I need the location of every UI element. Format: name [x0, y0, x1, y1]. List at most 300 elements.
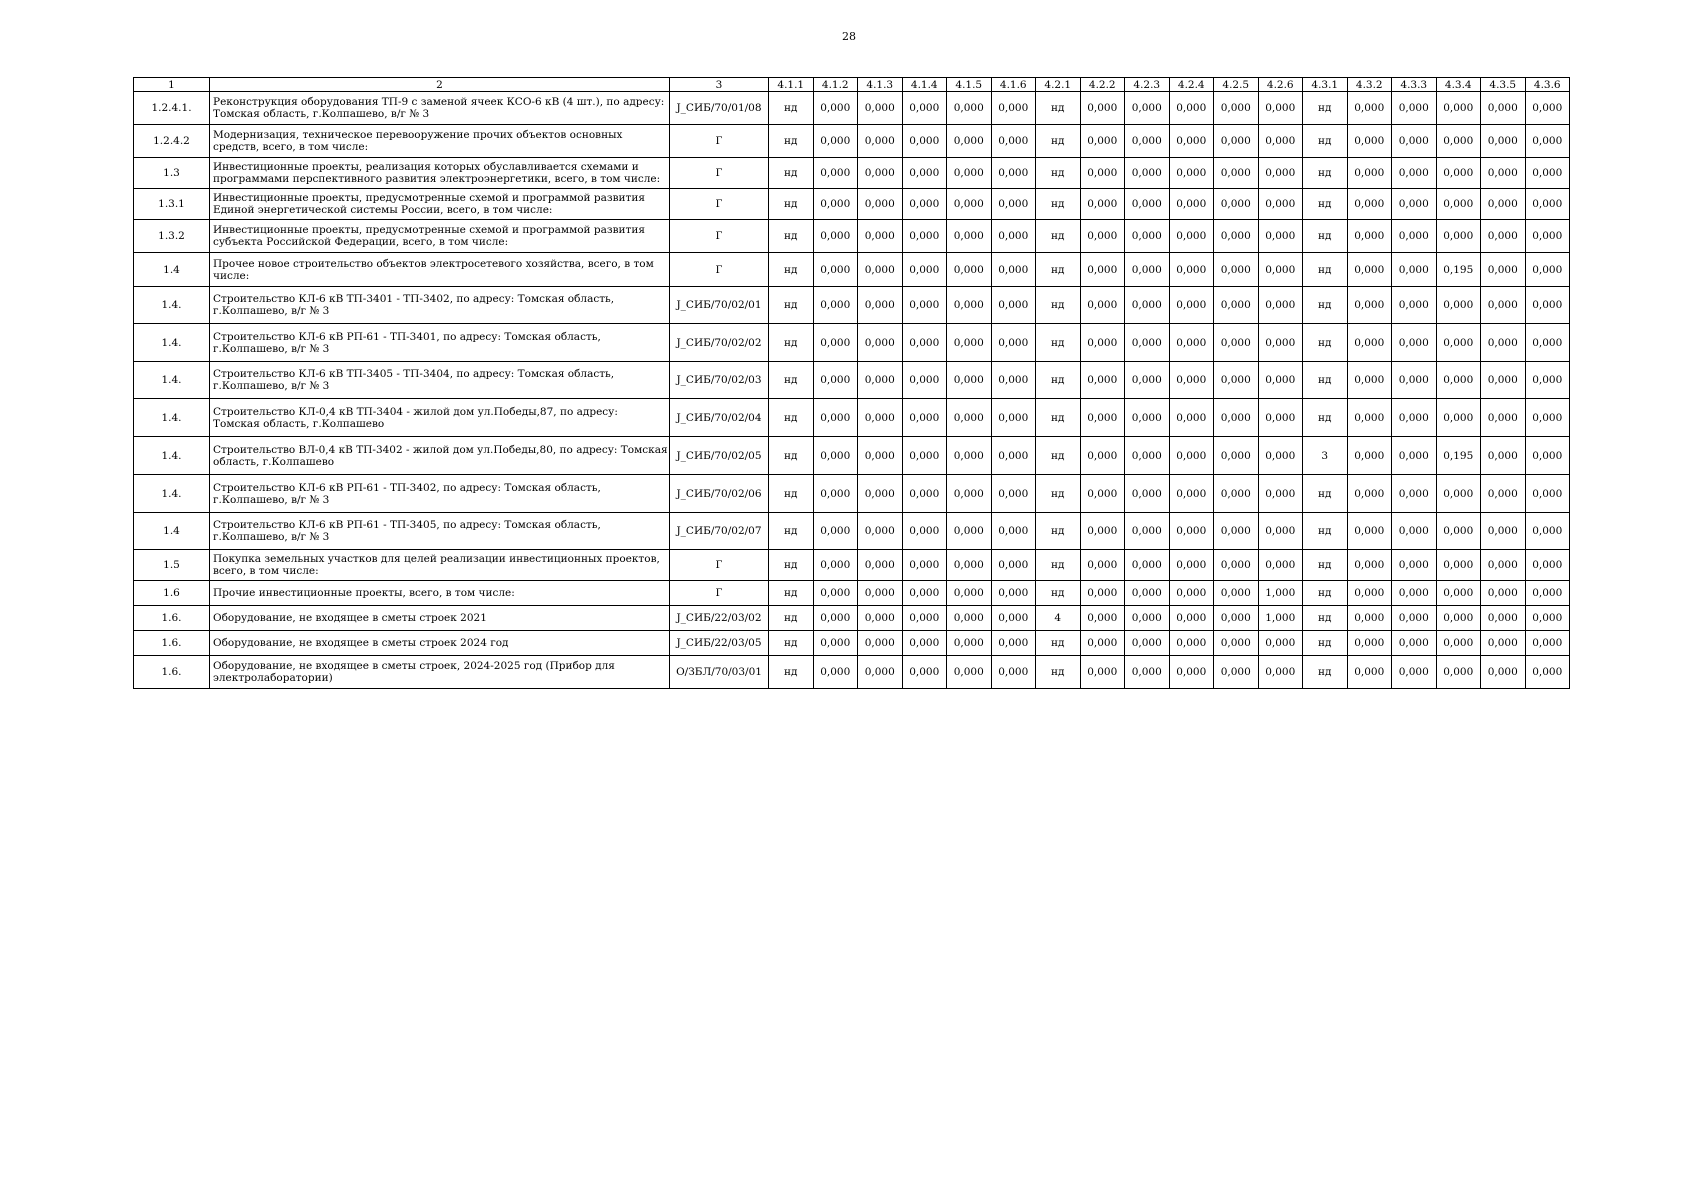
value-cell: 0,000: [1214, 287, 1259, 324]
value-cell: 0,000: [1436, 189, 1481, 220]
value-cell: 0,000: [1080, 324, 1125, 362]
value-cell: 0,000: [902, 475, 947, 513]
column-header: 4.1.2: [813, 78, 858, 92]
value-cell: нд: [1303, 158, 1348, 189]
value-cell: 0,000: [1080, 253, 1125, 287]
value-cell: 0,000: [1392, 92, 1437, 125]
value-cell: нд: [1303, 581, 1348, 606]
value-cell: 0,000: [1392, 631, 1437, 656]
value-cell: нд: [1036, 324, 1081, 362]
value-cell: 0,000: [813, 606, 858, 631]
row-number: 1.4.: [134, 287, 210, 324]
value-cell: 0,000: [991, 475, 1036, 513]
value-cell: 0,000: [902, 287, 947, 324]
value-cell: 0,000: [858, 253, 903, 287]
row-number: 1.3.2: [134, 220, 210, 253]
value-cell: нд: [769, 125, 814, 158]
value-cell: 0,000: [1481, 581, 1526, 606]
value-cell: 0,000: [902, 606, 947, 631]
value-cell: 0,000: [1481, 606, 1526, 631]
value-cell: 0,000: [1258, 220, 1303, 253]
row-number: 1.4.: [134, 399, 210, 437]
value-cell: 0,000: [947, 189, 992, 220]
value-cell: 0,000: [813, 581, 858, 606]
project-code: J_СИБ/70/02/04: [670, 399, 769, 437]
value-cell: 0,000: [1525, 475, 1570, 513]
value-cell: 0,000: [947, 513, 992, 550]
value-cell: 0,000: [1481, 399, 1526, 437]
value-cell: 0,000: [1525, 550, 1570, 581]
value-cell: нд: [769, 631, 814, 656]
value-cell: 0,000: [1169, 158, 1214, 189]
value-cell: 4: [1036, 606, 1081, 631]
value-cell: 0,000: [1392, 253, 1437, 287]
value-cell: нд: [1036, 475, 1081, 513]
project-name: Строительство КЛ-6 кВ РП-61 - ТП-3401, по адресу: Томская область, г.Колпашево, в/г № 3: [210, 324, 670, 362]
value-cell: нд: [1303, 550, 1348, 581]
value-cell: 0,000: [1214, 437, 1259, 475]
value-cell: 0,000: [1525, 92, 1570, 125]
value-cell: 0,000: [1347, 581, 1392, 606]
value-cell: 0,000: [1214, 253, 1259, 287]
row-number: 1.6.: [134, 606, 210, 631]
value-cell: нд: [769, 513, 814, 550]
value-cell: 0,000: [991, 189, 1036, 220]
value-cell: 0,000: [1125, 656, 1170, 689]
value-cell: нд: [1036, 189, 1081, 220]
value-cell: 0,000: [813, 287, 858, 324]
value-cell: нд: [769, 656, 814, 689]
value-cell: 0,000: [1214, 581, 1259, 606]
value-cell: 0,000: [813, 220, 858, 253]
value-cell: 0,000: [1481, 220, 1526, 253]
value-cell: 3: [1303, 437, 1348, 475]
row-number: 1.4.: [134, 475, 210, 513]
project-code: J_СИБ/70/02/03: [670, 362, 769, 399]
value-cell: 0,000: [1347, 399, 1392, 437]
value-cell: 0,000: [1481, 189, 1526, 220]
value-cell: нд: [1036, 656, 1081, 689]
value-cell: 0,000: [1214, 475, 1259, 513]
value-cell: 0,000: [1080, 656, 1125, 689]
row-number: 1.2.4.2: [134, 125, 210, 158]
value-cell: 0,000: [991, 324, 1036, 362]
value-cell: 0,000: [813, 125, 858, 158]
project-name: Инвестиционные проекты, реализация которых обуславливается схемами и программами перспективного развития электроэнергетики, всего, в том числе:: [210, 158, 670, 189]
value-cell: 0,000: [1347, 631, 1392, 656]
project-code: Г: [670, 581, 769, 606]
value-cell: 0,000: [1347, 158, 1392, 189]
header-row: [134, 78, 1570, 92]
value-cell: нд: [769, 287, 814, 324]
value-cell: 0,000: [1392, 581, 1437, 606]
value-cell: 0,000: [1525, 606, 1570, 631]
value-cell: нд: [1036, 253, 1081, 287]
value-cell: 0,000: [1258, 475, 1303, 513]
table-row: [134, 362, 1570, 399]
value-cell: нд: [769, 475, 814, 513]
value-cell: 0,000: [1080, 550, 1125, 581]
value-cell: 0,000: [1481, 362, 1526, 399]
value-cell: 0,000: [1080, 125, 1125, 158]
value-cell: 0,000: [947, 631, 992, 656]
value-cell: 0,000: [902, 220, 947, 253]
value-cell: 0,000: [1258, 287, 1303, 324]
project-code: J_СИБ/70/01/08: [670, 92, 769, 125]
value-cell: нд: [769, 189, 814, 220]
value-cell: 0,000: [1125, 606, 1170, 631]
table-row: [134, 437, 1570, 475]
value-cell: 0,000: [1169, 631, 1214, 656]
value-cell: 0,000: [991, 606, 1036, 631]
value-cell: 0,000: [1169, 399, 1214, 437]
value-cell: 0,000: [1481, 324, 1526, 362]
value-cell: 0,000: [1436, 287, 1481, 324]
value-cell: 0,000: [1525, 437, 1570, 475]
value-cell: 0,000: [858, 189, 903, 220]
value-cell: 0,000: [1525, 287, 1570, 324]
project-code: Г: [670, 125, 769, 158]
value-cell: 0,000: [1392, 125, 1437, 158]
value-cell: 0,000: [1169, 656, 1214, 689]
value-cell: нд: [1303, 631, 1348, 656]
value-cell: 0,000: [1347, 513, 1392, 550]
value-cell: нд: [769, 220, 814, 253]
value-cell: 0,000: [902, 253, 947, 287]
value-cell: 0,000: [1436, 550, 1481, 581]
value-cell: нд: [769, 253, 814, 287]
value-cell: 0,000: [1258, 189, 1303, 220]
project-name: Инвестиционные проекты, предусмотренные схемой и программой развития Единой энергетической системы России, всего, в том числе:: [210, 189, 670, 220]
column-header: 4.3.2: [1347, 78, 1392, 92]
value-cell: 0,000: [902, 656, 947, 689]
value-cell: 0,000: [1169, 92, 1214, 125]
value-cell: нд: [1036, 399, 1081, 437]
value-cell: 0,000: [1436, 606, 1481, 631]
value-cell: 0,000: [947, 220, 992, 253]
value-cell: 0,000: [1436, 324, 1481, 362]
value-cell: 0,000: [813, 158, 858, 189]
value-cell: 0,000: [902, 125, 947, 158]
value-cell: 1,000: [1258, 581, 1303, 606]
value-cell: 0,000: [1125, 399, 1170, 437]
column-header: 4.1.6: [991, 78, 1036, 92]
page-number: 28: [842, 30, 856, 43]
value-cell: 0,000: [813, 513, 858, 550]
value-cell: 0,000: [1214, 656, 1259, 689]
row-number: 1.6.: [134, 631, 210, 656]
value-cell: 0,000: [1214, 189, 1259, 220]
value-cell: 0,000: [1525, 158, 1570, 189]
value-cell: нд: [1036, 92, 1081, 125]
value-cell: 0,000: [1392, 287, 1437, 324]
value-cell: нд: [1303, 287, 1348, 324]
value-cell: нд: [1303, 513, 1348, 550]
value-cell: 0,000: [1214, 631, 1259, 656]
value-cell: 0,000: [1080, 362, 1125, 399]
value-cell: 0,000: [1392, 158, 1437, 189]
value-cell: 0,000: [1125, 324, 1170, 362]
value-cell: 0,000: [1392, 656, 1437, 689]
value-cell: 0,000: [1214, 324, 1259, 362]
value-cell: 1,000: [1258, 606, 1303, 631]
column-header: 4.2.5: [1214, 78, 1259, 92]
value-cell: 0,000: [1214, 513, 1259, 550]
column-header: 4.2.6: [1258, 78, 1303, 92]
value-cell: нд: [1036, 287, 1081, 324]
value-cell: 0,000: [1258, 550, 1303, 581]
value-cell: 0,000: [1258, 656, 1303, 689]
value-cell: 0,000: [1392, 189, 1437, 220]
value-cell: 0,000: [1392, 475, 1437, 513]
value-cell: 0,000: [1436, 92, 1481, 125]
value-cell: 0,000: [1169, 189, 1214, 220]
value-cell: 0,000: [1525, 581, 1570, 606]
value-cell: 0,000: [1125, 437, 1170, 475]
column-header: 1: [134, 78, 210, 92]
value-cell: 0,000: [1125, 92, 1170, 125]
column-header: 4.1.1: [769, 78, 814, 92]
value-cell: 0,000: [1214, 399, 1259, 437]
row-number: 1.4.: [134, 324, 210, 362]
value-cell: нд: [1036, 158, 1081, 189]
value-cell: нд: [1303, 362, 1348, 399]
table-row: [134, 189, 1570, 220]
value-cell: 0,000: [1258, 158, 1303, 189]
value-cell: 0,000: [1169, 513, 1214, 550]
row-number: 1.4.: [134, 437, 210, 475]
value-cell: 0,000: [1125, 513, 1170, 550]
project-code: J_СИБ/22/03/02: [670, 606, 769, 631]
value-cell: 0,000: [1525, 399, 1570, 437]
value-cell: 0,000: [1525, 125, 1570, 158]
project-name: Строительство КЛ-6 кВ ТП-3401 - ТП-3402, по адресу: Томская область, г.Колпашево, в/г № 3: [210, 287, 670, 324]
value-cell: 0,000: [813, 437, 858, 475]
value-cell: 0,000: [1169, 606, 1214, 631]
column-header: 4.2.2: [1080, 78, 1125, 92]
value-cell: 0,000: [902, 399, 947, 437]
value-cell: 0,000: [1347, 287, 1392, 324]
value-cell: нд: [769, 324, 814, 362]
value-cell: 0,000: [1347, 475, 1392, 513]
value-cell: 0,000: [813, 631, 858, 656]
row-number: 1.6.: [134, 656, 210, 689]
value-cell: 0,000: [947, 125, 992, 158]
table-row: [134, 513, 1570, 550]
value-cell: 0,000: [1125, 475, 1170, 513]
column-header: 4.2.3: [1125, 78, 1170, 92]
value-cell: 0,000: [1392, 220, 1437, 253]
value-cell: 0,000: [991, 158, 1036, 189]
value-cell: 0,000: [1125, 287, 1170, 324]
value-cell: 0,000: [1214, 220, 1259, 253]
value-cell: 0,000: [902, 324, 947, 362]
value-cell: нд: [1303, 220, 1348, 253]
value-cell: 0,000: [991, 437, 1036, 475]
value-cell: 0,000: [1214, 362, 1259, 399]
column-header: 4.2.1: [1036, 78, 1081, 92]
row-number: 1.3: [134, 158, 210, 189]
value-cell: 0,000: [947, 437, 992, 475]
value-cell: 0,000: [1525, 324, 1570, 362]
value-cell: 0,000: [1347, 220, 1392, 253]
value-cell: 0,000: [1525, 513, 1570, 550]
column-header: 4.3.4: [1436, 78, 1481, 92]
value-cell: 0,000: [1125, 550, 1170, 581]
value-cell: нд: [769, 399, 814, 437]
value-cell: 0,000: [858, 399, 903, 437]
value-cell: 0,000: [1347, 125, 1392, 158]
value-cell: 0,000: [1347, 550, 1392, 581]
value-cell: 0,000: [1169, 125, 1214, 158]
value-cell: 0,000: [1392, 550, 1437, 581]
value-cell: 0,195: [1436, 437, 1481, 475]
value-cell: 0,000: [1214, 125, 1259, 158]
value-cell: 0,000: [1125, 220, 1170, 253]
value-cell: 0,000: [991, 550, 1036, 581]
value-cell: 0,000: [1169, 324, 1214, 362]
value-cell: 0,000: [1169, 220, 1214, 253]
value-cell: 0,195: [1436, 253, 1481, 287]
value-cell: 0,000: [1347, 253, 1392, 287]
value-cell: 0,000: [947, 253, 992, 287]
value-cell: 0,000: [858, 513, 903, 550]
value-cell: 0,000: [1169, 437, 1214, 475]
value-cell: 0,000: [947, 158, 992, 189]
value-cell: 0,000: [1258, 513, 1303, 550]
value-cell: 0,000: [1525, 631, 1570, 656]
value-cell: 0,000: [813, 656, 858, 689]
column-header: 4.2.4: [1169, 78, 1214, 92]
value-cell: 0,000: [947, 606, 992, 631]
value-cell: 0,000: [902, 513, 947, 550]
project-code: Г: [670, 220, 769, 253]
value-cell: 0,000: [1080, 581, 1125, 606]
value-cell: 0,000: [947, 324, 992, 362]
project-code: Г: [670, 189, 769, 220]
table-row: [134, 287, 1570, 324]
value-cell: 0,000: [1214, 606, 1259, 631]
column-header: 4.1.4: [902, 78, 947, 92]
value-cell: 0,000: [1169, 362, 1214, 399]
value-cell: 0,000: [902, 581, 947, 606]
column-header: 4.3.3: [1392, 78, 1437, 92]
project-name: Оборудование, не входящее в сметы строек 2021: [210, 606, 670, 631]
column-header: 4.3.6: [1525, 78, 1570, 92]
value-cell: 0,000: [813, 550, 858, 581]
table-row: [134, 158, 1570, 189]
row-number: 1.3.1: [134, 189, 210, 220]
value-cell: 0,000: [1080, 631, 1125, 656]
table-row: [134, 324, 1570, 362]
value-cell: 0,000: [1125, 631, 1170, 656]
value-cell: нд: [1303, 606, 1348, 631]
value-cell: 0,000: [1080, 399, 1125, 437]
project-code: J_СИБ/70/02/05: [670, 437, 769, 475]
value-cell: 0,000: [947, 399, 992, 437]
value-cell: 0,000: [813, 189, 858, 220]
project-code: О/ЗБЛ/70/03/01: [670, 656, 769, 689]
value-cell: 0,000: [991, 125, 1036, 158]
value-cell: нд: [769, 581, 814, 606]
project-name: Реконструкция оборудования ТП-9 с заменой ячеек КСО-6 кВ (4 шт.), по адресу: Томская область, г.Колпашево, в/г № 3: [210, 92, 670, 125]
table-row: [134, 606, 1570, 631]
value-cell: нд: [769, 606, 814, 631]
value-cell: 0,000: [1436, 631, 1481, 656]
value-cell: 0,000: [1125, 189, 1170, 220]
value-cell: 0,000: [991, 631, 1036, 656]
project-code: J_СИБ/70/02/01: [670, 287, 769, 324]
value-cell: 0,000: [947, 581, 992, 606]
value-cell: 0,000: [1525, 189, 1570, 220]
value-cell: 0,000: [1481, 437, 1526, 475]
value-cell: 0,000: [1214, 158, 1259, 189]
value-cell: нд: [1303, 324, 1348, 362]
row-number: 1.5: [134, 550, 210, 581]
value-cell: 0,000: [1525, 220, 1570, 253]
value-cell: 0,000: [1080, 189, 1125, 220]
value-cell: 0,000: [1525, 656, 1570, 689]
value-cell: 0,000: [858, 324, 903, 362]
value-cell: 0,000: [813, 475, 858, 513]
value-cell: 0,000: [858, 220, 903, 253]
value-cell: 0,000: [1525, 253, 1570, 287]
table-row: [134, 631, 1570, 656]
column-header: 4.1.5: [947, 78, 992, 92]
value-cell: 0,000: [1481, 92, 1526, 125]
value-cell: 0,000: [1347, 437, 1392, 475]
table-row: [134, 581, 1570, 606]
value-cell: 0,000: [813, 253, 858, 287]
table-row: [134, 220, 1570, 253]
value-cell: 0,000: [1392, 606, 1437, 631]
value-cell: 0,000: [858, 287, 903, 324]
column-header: 4.1.3: [858, 78, 903, 92]
value-cell: нд: [769, 550, 814, 581]
value-cell: нд: [1036, 550, 1081, 581]
value-cell: 0,000: [1436, 581, 1481, 606]
project-code: Г: [670, 550, 769, 581]
column-header: 4.3.1: [1303, 78, 1348, 92]
value-cell: 0,000: [1214, 550, 1259, 581]
value-cell: 0,000: [1481, 253, 1526, 287]
value-cell: 0,000: [1080, 220, 1125, 253]
value-cell: 0,000: [1436, 220, 1481, 253]
value-cell: 0,000: [1436, 158, 1481, 189]
value-cell: 0,000: [1125, 581, 1170, 606]
value-cell: нд: [1303, 253, 1348, 287]
value-cell: 0,000: [1481, 550, 1526, 581]
value-cell: 0,000: [1125, 362, 1170, 399]
project-name: Покупка земельных участков для целей реализации инвестиционных проектов, всего, в том числе:: [210, 550, 670, 581]
project-name: Оборудование, не входящее в сметы строек, 2024-2025 год (Прибор для электролаборатории): [210, 656, 670, 689]
value-cell: 0,000: [1347, 92, 1392, 125]
value-cell: 0,000: [991, 581, 1036, 606]
table-row: [134, 253, 1570, 287]
project-name: Прочее новое строительство объектов электросетевого хозяйства, всего, в том числе:: [210, 253, 670, 287]
column-header: 3: [670, 78, 769, 92]
project-name: Строительство КЛ-0,4 кВ ТП-3404 - жилой дом ул.Победы,87, по адресу: Томская область, г.Колпашево: [210, 399, 670, 437]
value-cell: 0,000: [858, 656, 903, 689]
value-cell: 0,000: [858, 437, 903, 475]
value-cell: 0,000: [1481, 656, 1526, 689]
value-cell: 0,000: [1481, 631, 1526, 656]
row-number: 1.4: [134, 513, 210, 550]
value-cell: 0,000: [1125, 158, 1170, 189]
column-header: 2: [210, 78, 670, 92]
value-cell: 0,000: [858, 92, 903, 125]
value-cell: нд: [1036, 581, 1081, 606]
